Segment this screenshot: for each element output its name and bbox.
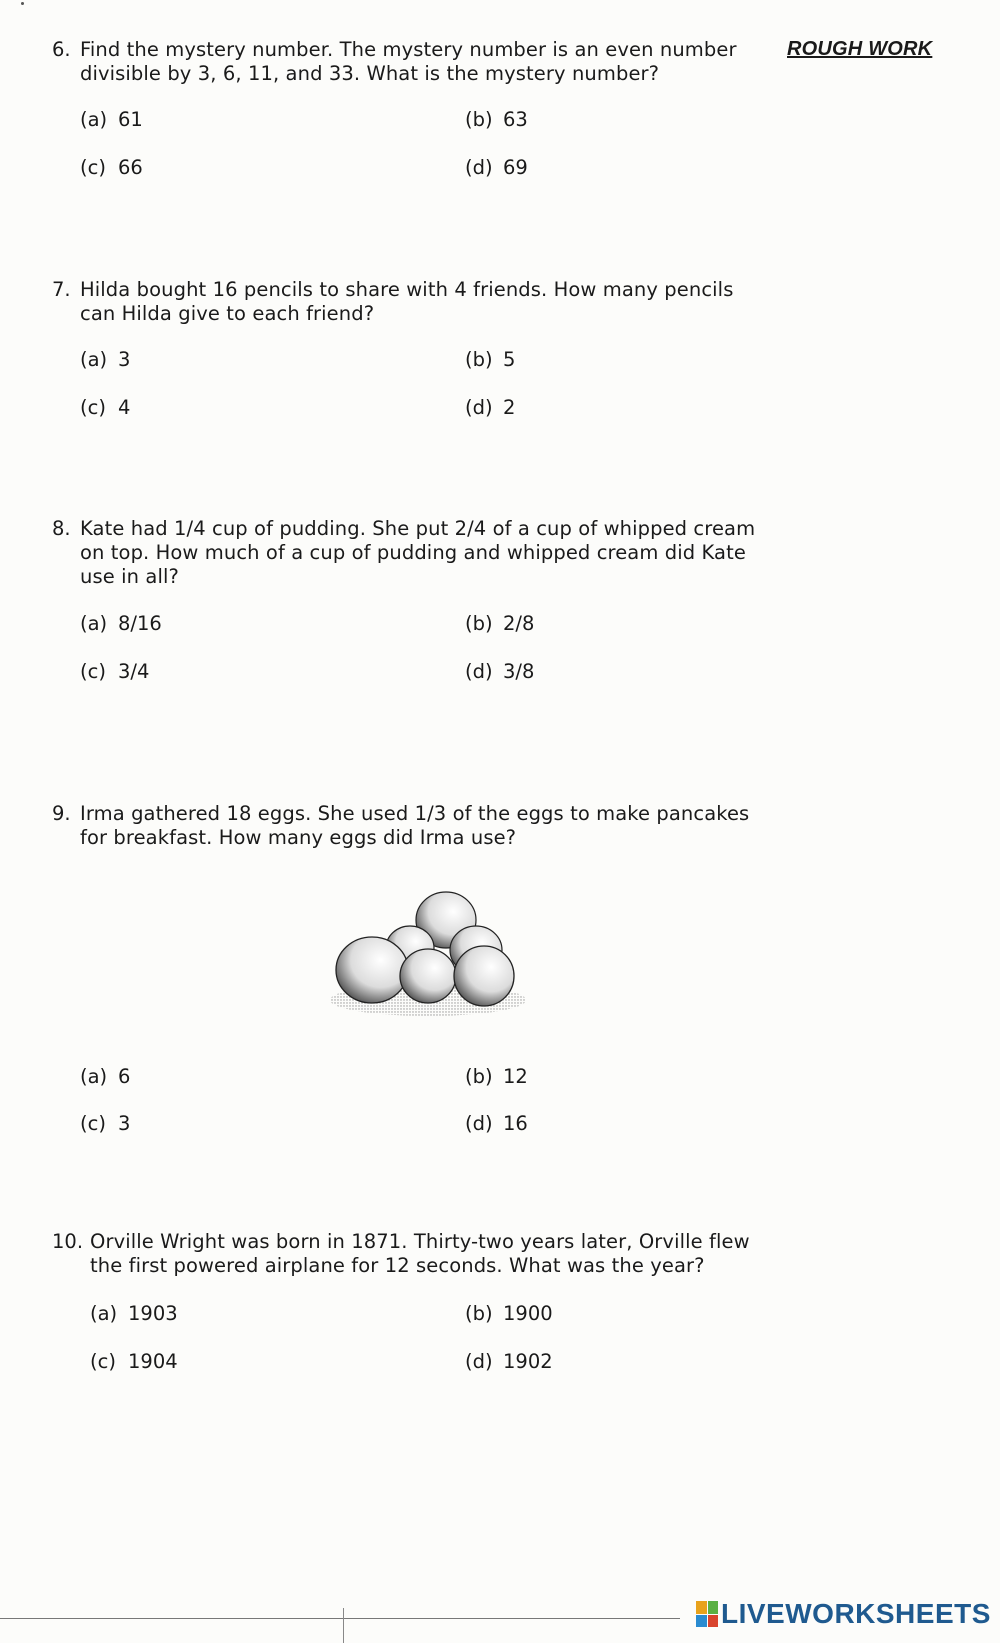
- option-value: 12: [503, 1065, 528, 1088]
- option-b[interactable]: [465, 612, 534, 635]
- option-value: 2/8: [503, 612, 535, 635]
- option-label: (b): [465, 1302, 493, 1325]
- scan-speck: [21, 2, 24, 5]
- option-value: 4: [118, 396, 131, 419]
- option-label: (a): [80, 1065, 108, 1088]
- rough-work-heading: ROUGH WORK: [787, 38, 933, 60]
- option-d[interactable]: [465, 156, 528, 179]
- option-value: 16: [503, 1112, 528, 1135]
- option-label: (d): [465, 156, 493, 179]
- option-a[interactable]: [80, 1065, 130, 1088]
- footer-tick: [343, 1608, 344, 1643]
- question-number: 8.: [52, 517, 71, 540]
- option-b[interactable]: [465, 348, 515, 371]
- option-label: (b): [465, 348, 493, 371]
- option-value: 69: [503, 156, 528, 179]
- option-label: (a): [80, 348, 108, 371]
- option-d[interactable]: [465, 660, 534, 683]
- question-text: Irma gathered 18 eggs. She used 1/3 of the eggs to make pancakes for breakfast. How many eggs did Irma use?: [80, 802, 750, 849]
- logo-square: [708, 1615, 719, 1628]
- option-label: (c): [80, 1112, 106, 1135]
- logo-text: LIVEWORKSHEETS: [721, 1598, 991, 1629]
- question-text: Kate had 1/4 cup of pudding. She put 2/4 of a cup of whipped cream on top. How much of a cup of pudding and whipped cream did Kate use in all?: [80, 517, 756, 588]
- option-value: 3/8: [503, 660, 535, 683]
- option-value: 66: [118, 156, 143, 179]
- option-label: (c): [90, 1350, 116, 1373]
- option-value: 1904: [128, 1350, 178, 1373]
- option-value: 1903: [128, 1302, 178, 1325]
- option-label: (a): [80, 612, 108, 635]
- logo-square: [696, 1601, 707, 1614]
- question-text: Orville Wright was born in 1871. Thirty-two years later, Orville flew the first powered airplane for 12 seconds. What was the year?: [90, 1230, 750, 1277]
- option-label: (d): [465, 396, 493, 419]
- liveworksheets-logo[interactable]: [696, 1598, 991, 1630]
- option-value: 3/4: [118, 660, 150, 683]
- option-d[interactable]: [465, 1350, 553, 1373]
- option-b[interactable]: [465, 108, 528, 131]
- option-value: 2: [503, 396, 516, 419]
- logo-square: [708, 1601, 719, 1614]
- option-value: 3: [118, 1112, 131, 1135]
- option-c[interactable]: [80, 1112, 130, 1135]
- egg-icon: [336, 937, 408, 1003]
- option-label: (d): [465, 660, 493, 683]
- option-label: (b): [465, 108, 493, 131]
- option-value: 6: [118, 1065, 131, 1088]
- option-c[interactable]: [80, 660, 149, 683]
- option-label: (c): [80, 156, 106, 179]
- option-label: (c): [80, 660, 106, 683]
- option-d[interactable]: [465, 1112, 528, 1135]
- option-b[interactable]: [465, 1302, 553, 1325]
- eggs-illustration: [328, 888, 528, 1018]
- option-label: (d): [465, 1112, 493, 1135]
- option-value: 61: [118, 108, 143, 131]
- footer-rule: [0, 1618, 680, 1619]
- option-a[interactable]: [80, 348, 130, 371]
- option-a[interactable]: [80, 108, 143, 131]
- option-value: 8/16: [118, 612, 162, 635]
- option-value: 3: [118, 348, 131, 371]
- option-a[interactable]: [90, 1302, 178, 1325]
- liveworksheets-logo-icon: [696, 1601, 718, 1627]
- question-number: 10.: [52, 1230, 84, 1253]
- option-label: (b): [465, 612, 493, 635]
- question-number: 6.: [52, 38, 71, 61]
- question-number: 9.: [52, 802, 71, 825]
- option-label: (d): [465, 1350, 493, 1373]
- option-value: 1900: [503, 1302, 553, 1325]
- option-d[interactable]: [465, 396, 515, 419]
- question-number: 7.: [52, 278, 71, 301]
- option-c[interactable]: [80, 156, 143, 179]
- option-c[interactable]: [80, 396, 130, 419]
- egg-icon: [400, 949, 456, 1003]
- option-label: (c): [80, 396, 106, 419]
- egg-icon: [454, 946, 514, 1006]
- option-value: 63: [503, 108, 528, 131]
- option-a[interactable]: [80, 612, 162, 635]
- question-text: Hilda bought 16 pencils to share with 4 friends. How many pencils can Hilda give to each friend?: [80, 278, 734, 325]
- option-label: (a): [80, 108, 108, 131]
- question-text: Find the mystery number. The mystery number is an even number divisible by 3, 6, 11, and 33. What is the mystery number?: [80, 38, 737, 85]
- option-value: 5: [503, 348, 516, 371]
- logo-square: [696, 1615, 707, 1628]
- option-value: 1902: [503, 1350, 553, 1373]
- option-label: (a): [90, 1302, 118, 1325]
- option-c[interactable]: [90, 1350, 178, 1373]
- option-label: (b): [465, 1065, 493, 1088]
- option-b[interactable]: [465, 1065, 528, 1088]
